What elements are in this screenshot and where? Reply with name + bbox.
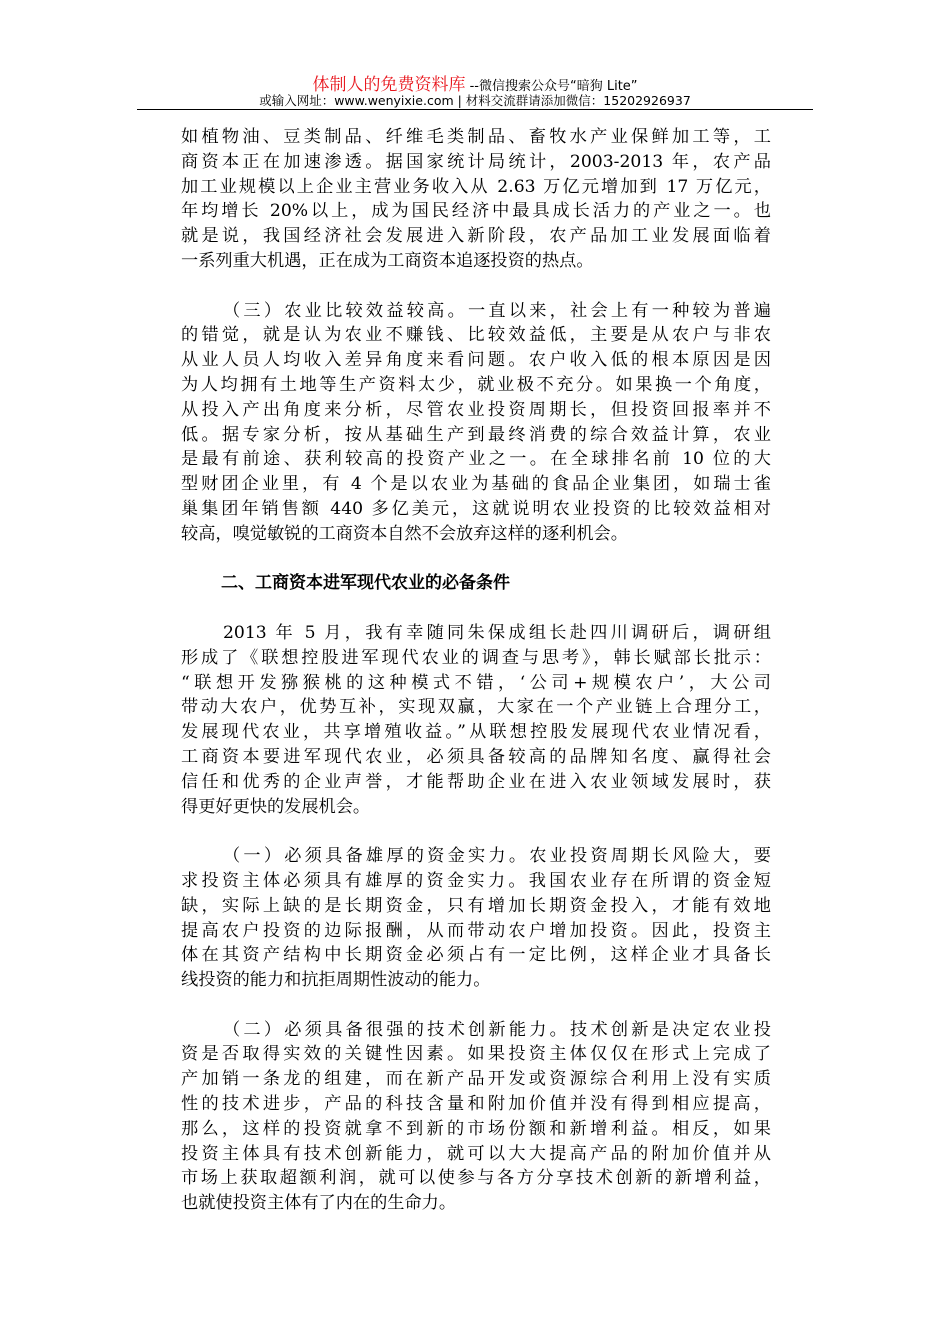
text-line: 提高农户投资的边际报酬，从而带动农户增加投资。因此，投资主 — [181, 920, 771, 941]
paragraph — [181, 299, 771, 547]
text-line: 年均增长 20%以上，成为国民经济中最具成长活力的产业之一。也 — [181, 201, 771, 222]
text-line: 信任和优秀的企业声誉，才能帮助企业在进入农业领域发展时，获 — [181, 771, 771, 792]
paragraph — [181, 844, 771, 993]
text-line: 投资主体具有技术创新能力，就可以大大提高产品的附加价值并从 — [181, 1143, 771, 1164]
text-line: （二）必须具备很强的技术创新能力。技术创新是决定农业投 — [223, 1019, 771, 1040]
text-line: （一）必须具备雄厚的资金实力。农业投资周期长风险大，要 — [223, 846, 771, 867]
text-line: 也就使投资主体有了内在的生命力。 — [181, 1193, 457, 1214]
text-line: 带动大农户，优势互补，实现双赢，大家在一个产业链上合理分工， — [181, 697, 771, 718]
text-line: 缺，实际上缺的是长期资金，只有增加长期资金投入，才能有效地 — [181, 895, 771, 916]
document-body — [181, 125, 771, 1241]
text-line: 工商资本要进军现代农业，必须具备较高的品牌知名度、赢得社会 — [181, 746, 771, 767]
text-line: 市场上获取超额利润，就可以使参与各方分享技术创新的新增利益， — [181, 1168, 771, 1189]
text-line: 一系列重大机遇，正在成为工商资本追逐投资的热点。 — [181, 250, 594, 271]
header-divider — [137, 109, 813, 110]
paragraph — [181, 621, 771, 819]
text-line: 得更好更快的发展机会。 — [181, 796, 371, 817]
paragraph — [181, 1018, 771, 1216]
text-line: 资是否取得实效的关键性因素。如果投资主体仅仅在形式上完成了 — [181, 1044, 771, 1065]
text-line: 型财团企业里，有 4 个是以农业为基础的食品企业集团，如瑞士雀 — [181, 474, 771, 495]
text-line: 求投资主体必须具有雄厚的资金实力。我国农业存在所谓的资金短 — [181, 870, 771, 891]
header-title-red: 体制人的免费资料库 — [312, 75, 466, 95]
text-line: （三）农业比较效益较高。一直以来，社会上有一种较为普遍 — [223, 300, 771, 321]
text-line: 线投资的能力和抗拒周期性波动的能力。 — [181, 970, 491, 991]
text-line: 那么，这样的投资就拿不到新的市场份额和新增利益。相反，如果 — [181, 1118, 771, 1139]
text-line: 形成了《联想控股进军现代农业的调查与思考》，韩长赋部长批示： — [181, 647, 771, 668]
text-line: 体在其资产结构中长期资金必须占有一定比例，这样企业才具备长 — [181, 945, 771, 966]
text-line: 从投入产出角度来分析，尽管农业投资周期长，但投资回报率并不 — [181, 399, 771, 420]
text-line: 性的技术进步，产品的科技含量和附加价值并没有得到相应提高， — [181, 1094, 771, 1115]
text-line: 2013 年 5 月，我有幸随同朱保成组长赴四川调研后，调研组 — [223, 622, 771, 643]
text-line: 低。据专家分析，按从基础生产到最终消费的综合效益计算，农业 — [181, 424, 771, 445]
text-line: 如植物油、豆类制品、纤维毛类制品、畜牧水产业保鲜加工等，工 — [181, 127, 771, 147]
page-header-subtitle: 或输入网址：www.wenyixie.com | 材料交流群请添加微信：15202926937 — [259, 93, 691, 108]
text-line: 的错觉，就是认为农业不赚钱、比较效益低，主要是从农户与非农 — [181, 325, 771, 346]
text-line: 加工业规模以上企业主营业务收入从 2.63 万亿元增加到 17 万亿元， — [181, 176, 771, 197]
text-line: 产加销一条龙的组建，而在新产品开发或资源综合利用上没有实质 — [181, 1069, 771, 1090]
text-line: 就是说，我国经济社会发展进入新阶段，农产品加工业发展面临着 — [181, 226, 771, 247]
text-line: 巢集团年销售额 440 多亿美元，这就说明农业投资的比较效益相对 — [181, 498, 771, 519]
text-line: 商资本正在加速渗透。据国家统计局统计，2003-2013 年，农产品 — [181, 151, 771, 172]
section-heading: 二、工商资本进军现代农业的必备条件 — [221, 573, 510, 594]
header-title-rest: --微信搜索公众号“暗狗 Lite” — [465, 79, 638, 94]
text-line: 从业人员人均收入差异角度来看问题。农户收入低的根本原因是因 — [181, 350, 771, 371]
text-line: “联想开发猕猴桃的这种模式不错，‘公司+规模农户’，大公司 — [181, 672, 771, 693]
text-line: 发展现代农业，共享增殖收益。”从联想控股发展现代农业情况看， — [181, 722, 771, 743]
text-line: 是最有前途、获利较高的投资产业之一。在全球排名前 10 位的大 — [181, 449, 771, 470]
paragraph — [181, 125, 771, 274]
text-line: 为人均拥有土地等生产资料太少，就业极不充分。如果换一个角度， — [181, 374, 771, 395]
text-line: 较高，嗅觉敏锐的工商资本自然不会放弃这样的逐利机会。 — [181, 523, 628, 544]
